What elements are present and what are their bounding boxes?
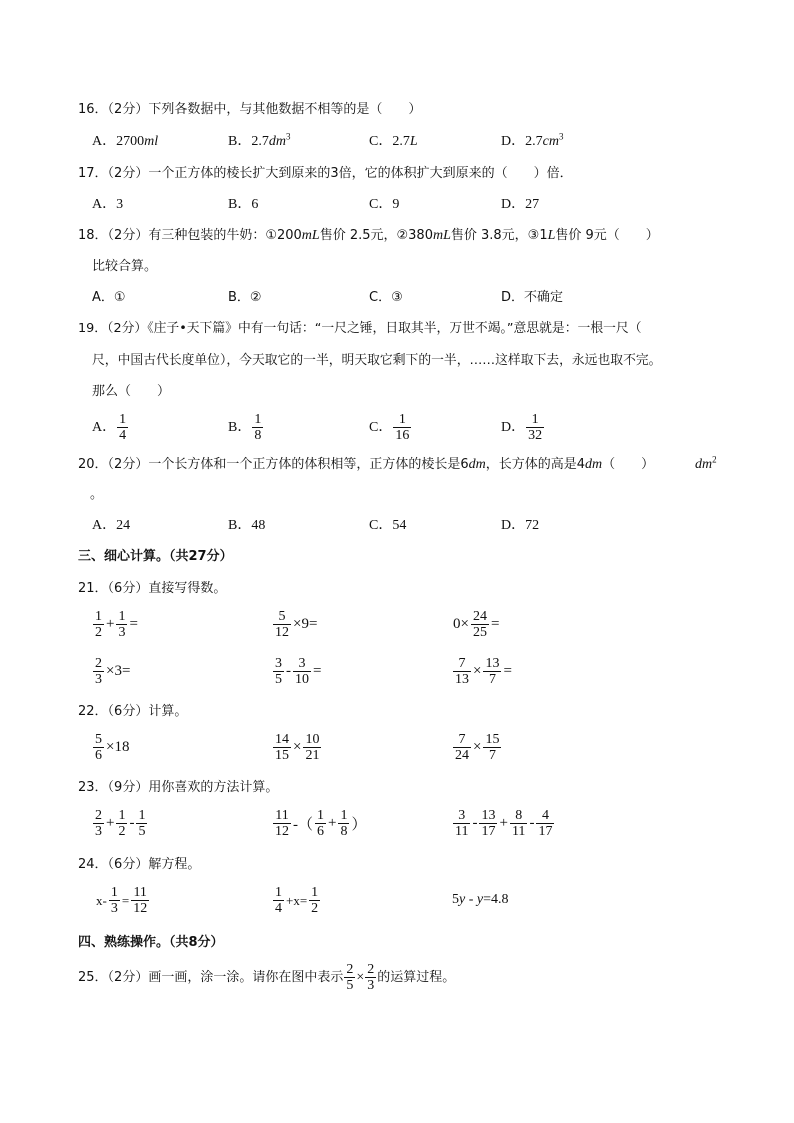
q18-stem: 18．（2分）有三种包装的牛奶：①200mL售价 2.5元，②380mL售价 3.8元，③1L售价 9元（ ）: [78, 228, 659, 243]
q17-option-d: D．27: [501, 197, 540, 212]
q20-option-b: B．48: [228, 518, 266, 533]
q20-option-a: A．24: [92, 518, 131, 533]
q25-stem: 25．（2分）画一画，涂一涂。请你在图中表示 $\frac{2}{5}$ × $\frac{2}{3}$ 的运算过程。: [78, 962, 456, 993]
q21-expr-1: $\frac{1}{2}$ + $\frac{1}{3}$ =: [95, 609, 138, 640]
q16-option-b: B．$2.7dm^3$: [228, 131, 291, 149]
q24-equation-1: x- $\frac{1}{3}$ = $\frac{11}{12}$: [96, 885, 148, 916]
q19-line2: 尺，中国古代长度单位），今天取它的一半，明天取它剩下的一半，……这样取下去，永远也取不完。: [92, 353, 662, 368]
q22-expr-2: $\frac{14}{15}$ × $\frac{10}{21}$: [275, 732, 320, 763]
q23-stem: 23．（9分）用你喜欢的方法计算。: [78, 780, 279, 795]
q18-option-d: D．不确定: [501, 290, 564, 305]
q24-equation-3: 5y - y=4.8: [452, 892, 509, 907]
q20-option-d: D．72: [501, 518, 540, 533]
q24-equation-2: $\frac{1}{4}$ +x= $\frac{1}{2}$: [275, 885, 319, 916]
q23-expr-2: $\frac{11}{12}$ -（ $\frac{1}{6}$ + $\frac{1}{8}$ ）: [275, 808, 367, 839]
section-4-heading: 四、熟练操作。（共8分）: [78, 935, 224, 950]
q17-option-c: C．9: [369, 197, 400, 212]
q24-stem: 24．（6分）解方程。: [78, 857, 201, 872]
section-3-heading: 三、细心计算。（共27分）: [78, 549, 233, 564]
q22-stem: 22．（6分）计算。: [78, 704, 188, 719]
q19-option-b: B． $\frac{1}{8}$: [228, 412, 262, 443]
q21-expr-3: 0× $\frac{24}{25}$ =: [453, 609, 500, 640]
q21-expr-4: $\frac{2}{3}$ ×3=: [95, 656, 131, 687]
q19-line3: 那么（ ）: [92, 384, 171, 399]
q22-expr-3: $\frac{7}{24}$ × $\frac{15}{7}$: [455, 732, 500, 763]
q17-option-a: A．3: [92, 197, 124, 212]
q20-option-c: C．54: [369, 518, 407, 533]
q16-option-d: D．$2.7cm^3$: [501, 131, 564, 149]
q19-line1: 19．（2分）《庄子•天下篇》中有一句话：“一尺之锤，日取其半，万世不竭。”意思就是：一根一尺（: [78, 321, 642, 336]
q20-line2: 。: [90, 487, 104, 502]
q21-stem: 21．（6分）直接写得数。: [78, 581, 227, 596]
q16-stem: 16．（2分）下列各数据中，与其他数据不相等的是（ ）: [78, 102, 422, 117]
q21-expr-5: $\frac{3}{5}$ - $\frac{3}{10}$ =: [275, 656, 322, 687]
q18-option-c: C．③: [369, 290, 403, 305]
q18-option-b: B．②: [228, 290, 262, 305]
q23-expr-3: $\frac{3}{11}$ - $\frac{13}{17}$ + $\frac{8}{11}$ - $\frac{4}{17}$: [455, 808, 553, 839]
q22-expr-1: $\frac{5}{6}$ ×18: [95, 732, 130, 763]
q21-expr-2: $\frac{5}{12}$ ×9=: [275, 609, 318, 640]
q17-stem: 17．（2分）一个正方体的棱长扩大到原来的3倍，它的体积扩大到原来的（ ）倍．: [78, 166, 573, 181]
q19-option-c: C． $\frac{1}{16}$: [369, 412, 410, 443]
q16-option-a: A．2700ml: [92, 134, 159, 149]
q16-option-c: C．2.7L: [369, 134, 418, 149]
q20-unit: $dm^2$: [695, 454, 717, 472]
q17-option-b: B．6: [228, 197, 259, 212]
q21-expr-6: $\frac{7}{13}$ × $\frac{13}{7}$ =: [455, 656, 512, 687]
q19-option-d: D． $\frac{1}{32}$: [501, 412, 543, 443]
q19-option-a: A． $\frac{1}{4}$: [92, 412, 127, 443]
q23-expr-1: $\frac{2}{3}$ + $\frac{1}{2}$ - $\frac{1}{5}$: [95, 808, 146, 839]
q20-stem: 20．（2分）一个长方体和一个正方体的体积相等，正方体的棱长是6dm，长方体的高是4dm（ ）: [78, 457, 655, 472]
q18-option-a: A．①: [92, 290, 126, 305]
q18-stem-line2: 比较合算。: [92, 259, 158, 274]
